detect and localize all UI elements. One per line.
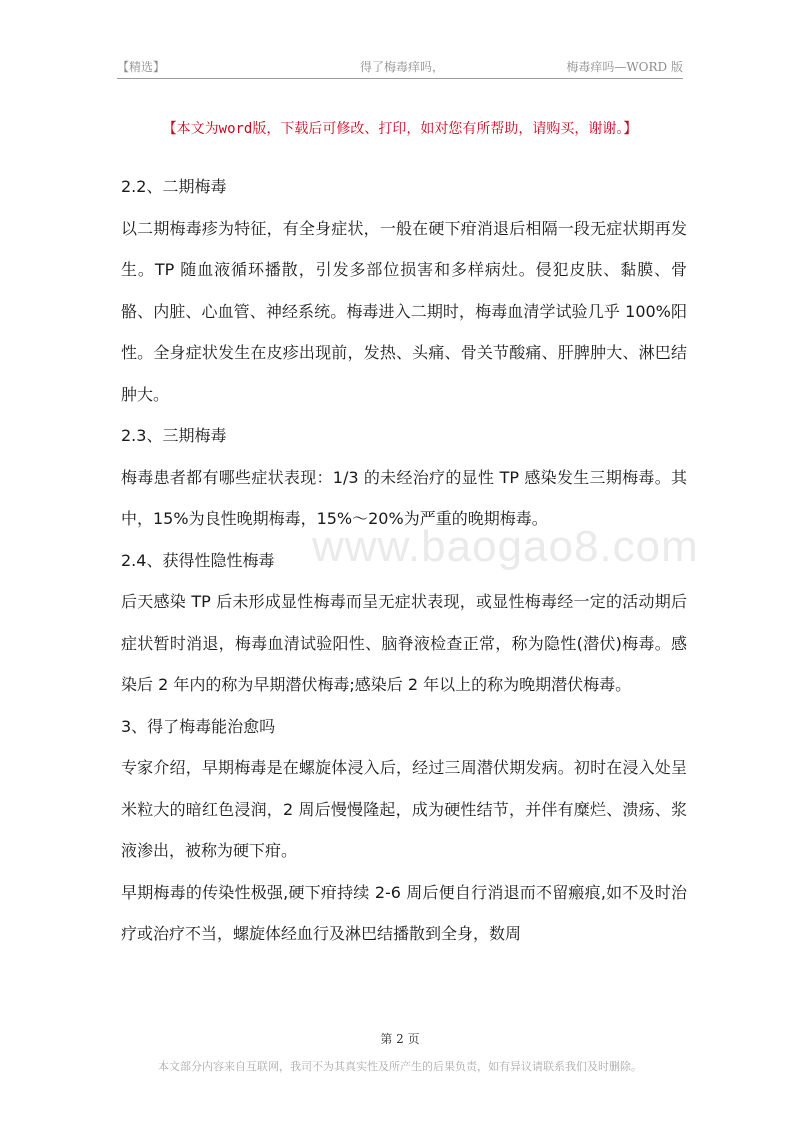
section-heading-2-4: 2.4、获得性隐性梅毒 xyxy=(121,550,275,570)
footer-disclaimer: 本文部分内容来自互联网，我司不为其真实性及所产生的后果负责，如有异议请联系我们及时删除。 xyxy=(158,1060,642,1073)
paragraph-contagion: 早期梅毒的传染性极强,硬下疳持续 2-6 周后便自行消退而不留瘢痕,如不及时治疗或治疗不当，螺旋体经血行及淋巴结播散到全身，数周 xyxy=(121,882,687,943)
page-header xyxy=(117,56,683,78)
purchase-notice: 【本文为word版，下载后可修改、打印，如对您有所帮助，请购买，谢谢。】 xyxy=(162,121,638,137)
header-right-label: 梅毒痒吗—WORD 版 xyxy=(566,60,683,74)
watermark-text: www.baogao8.com xyxy=(312,522,699,571)
header-divider xyxy=(117,78,683,79)
paragraph-secondary-syphilis: 以二期梅毒疹为特征，有全身症状，一般在硬下疳消退后相隔一段无症状期再发生。TP 随血液循环播散，引发多部位损害和多样病灶。侵犯皮肤、黏膜、骨骼、内脏、心血管、神经系统。梅毒进入二期时，梅毒血清学试验几乎 100%阳性。全身症状发生在皮疹出现前，发热、头痛、骨关节酸痛、肝脾肿大、淋巴结肿大。 xyxy=(121,218,687,404)
section-heading-2-3: 2.3、三期梅毒 xyxy=(121,426,227,445)
header-center-title: 得了梅毒痒吗， xyxy=(360,60,445,74)
section-heading-3: 3、得了梅毒能治愈吗 xyxy=(121,716,276,736)
paragraph-early-syphilis: 专家介绍，早期梅毒是在螺旋体浸入后，经过三周潜伏期发病。初时在浸入处呈米粒大的暗红色浸润，2 周后慢慢隆起，成为硬性结节，并伴有糜烂、溃疡、浆液渗出，被称为硬下疳。 xyxy=(121,758,687,860)
page-number: 第 2 页 xyxy=(380,1032,420,1046)
header-left-label: 【精选】 xyxy=(117,60,166,74)
paragraph-latent-syphilis: 后天感染 TP 后未形成显性梅毒而呈无症状表现，或显性梅毒经一定的活动期后症状暂时消退，梅毒血清试验阳性、脑脊液检查正常，称为隐性(潜伏)梅毒。感染后 2 年内的称为早期潜伏梅毒;感染后 2 年以上的称为晚期潜伏梅毒。 xyxy=(121,592,687,694)
paragraph-tertiary-syphilis: 梅毒患者都有哪些症状表现：1/3 的未经治疗的显性 TP 感染发生三期梅毒。其中，15%为良性晚期梅毒，15%～20%为严重的晚期梅毒。 xyxy=(121,467,687,528)
section-heading-2-2: 2.2、二期梅毒 xyxy=(121,177,227,196)
document-body xyxy=(121,166,687,955)
